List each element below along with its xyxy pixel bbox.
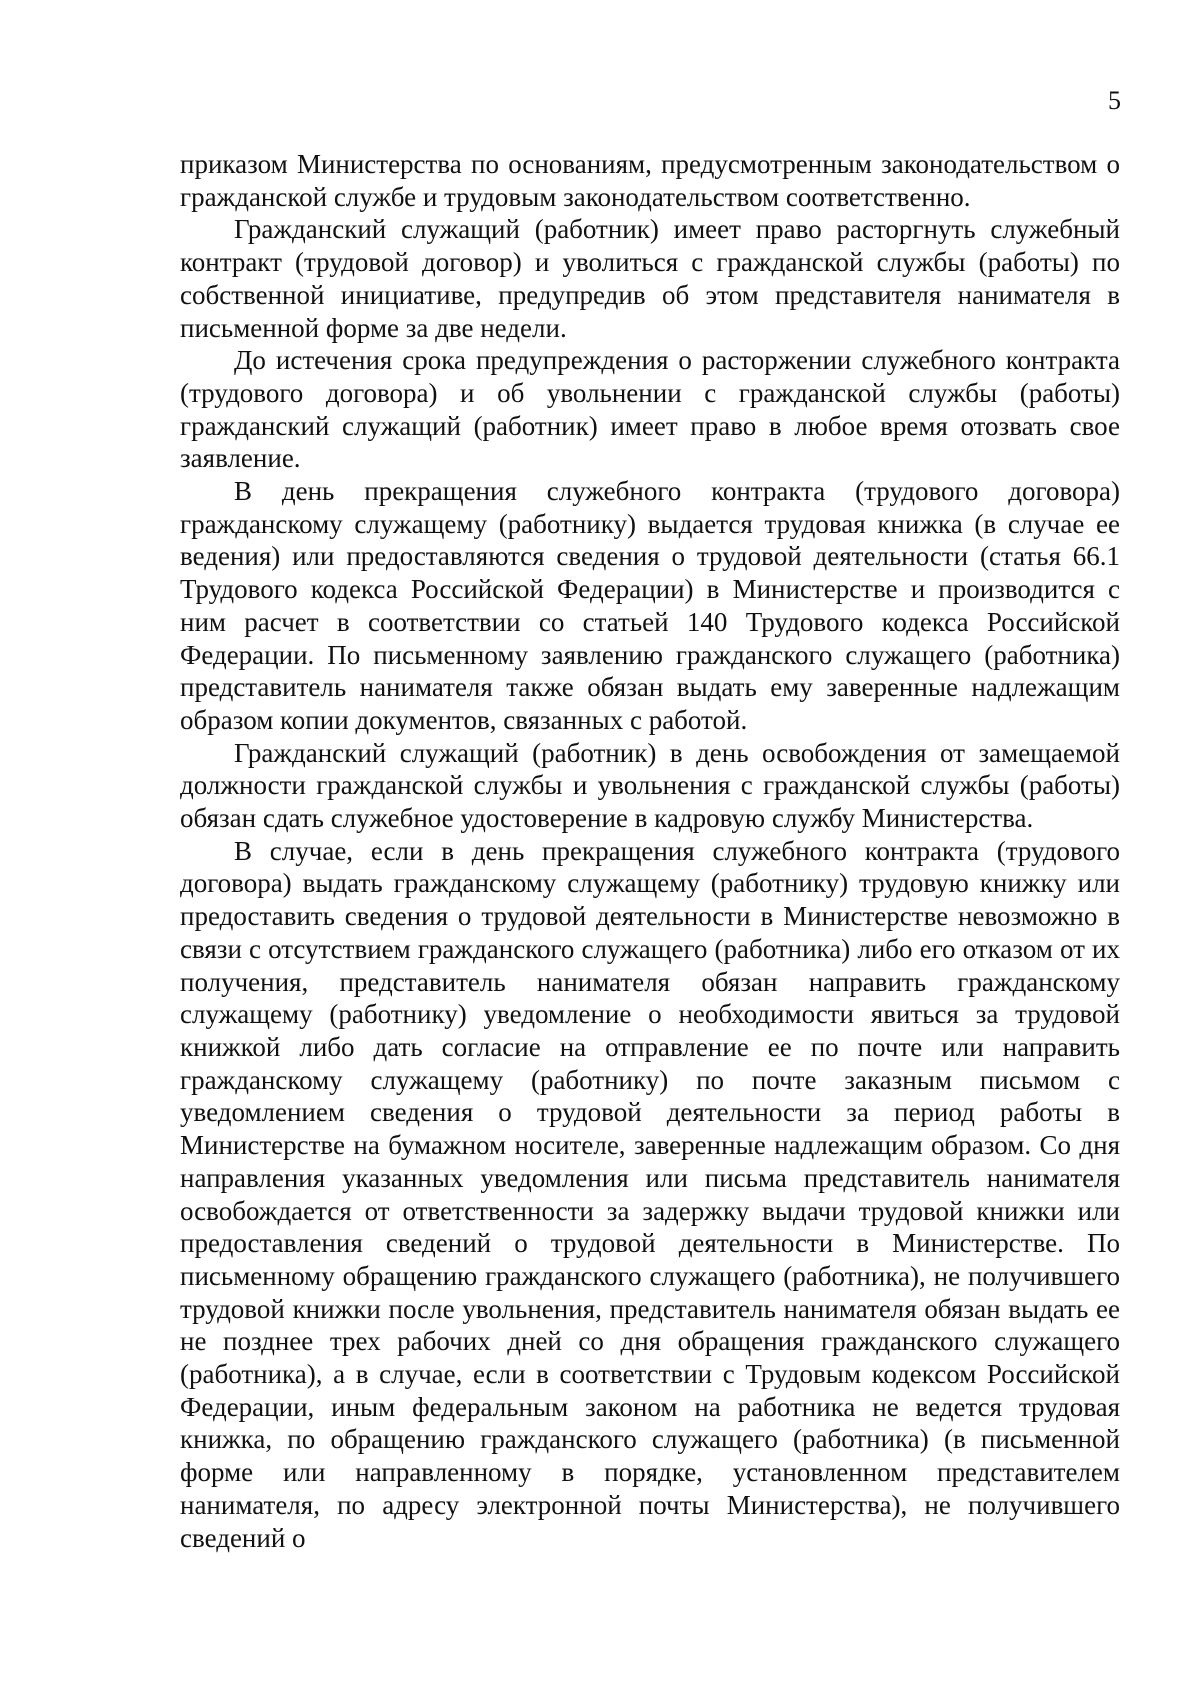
document-body xyxy=(180,148,1120,1554)
paragraph-resignation-right: Гражданский служащий (работник) имеет право расторгнуть служебный контракт (трудовой договор) и уволиться с гражданской службы (работы) по собственной инициативе, предупредив об этом представителя нанимателя в письменной форме за две недели. xyxy=(180,214,1120,343)
paragraph-termination-day: В день прекращения служебного контракта (трудового договора) гражданскому служащему (работнику) выдается трудовая книжка (в случае ее ведения) или предоставляются сведения о трудовой деятельности (статья 66.1 Трудового кодекса Российской Федерации) в Министерстве и производится с ним расчет в соответствии со статьей 140 Трудового кодекса Российской Федерации. По письменному заявлению гражданского служащего (работника) представитель нанимателя также обязан выдать ему заверенные надлежащим образом копии документов, связанных с работой. xyxy=(180,476,1120,735)
paragraph-id-card-return: Гражданский служащий (работник) в день освобождения от замещаемой должности гражданской службы и увольнения с гражданской службы (работы) обязан сдать служебное удостоверение в кадровую службу Министерства. xyxy=(180,737,1120,834)
paragraph-withdraw-application: До истечения срока предупреждения о расторжении служебного контракта (трудового договора) и об увольнении с гражданской службы (работы) гражданский служащий (работник) имеет право в любое время отозвать свое заявление. xyxy=(180,345,1120,474)
paragraph-absence-case: В случае, если в день прекращения служебного контракта (трудового договора) выдать гражданскому служащему (работнику) трудовую книжку или предоставить сведения о трудовой деятельности в Министерстве невозможно в связи с отсутствием гражданского служащего (работника) либо его отказом от их получения, представитель нанимателя обязан направить гражданскому служащему (работнику) уведомление о необходимости явиться за трудовой книжкой либо дать согласие на отправление ее по почте или направить гражданскому служащему (работнику) по почте заказным письмом с уведомлением сведения о трудовой деятельности за период работы в Министерстве на бумажном носителе, заверенные надлежащим образом. Со дня направления указанных уведомления или письма представитель нанимателя освобождается от ответственности за задержку выдачи трудовой книжки или предоставления сведений о трудовой деятельности в Министерстве. По письменному обращению гражданского служащего (работника), не получившего трудовой книжки после увольнения, представитель нанимателя обязан выдать ее не позднее трех рабочих дней со дня обращения гражданского служащего (работника), а в случае, если в соответствии с Трудовым кодексом Российской Федерации, иным федеральным законом на работника не ведется трудовая книжка, по обращению гражданского служащего (работника) (в письменной форме или направленному в порядке, установленном представителем нанимателя, по адресу электронной почты Министерства), не получившего сведений о xyxy=(180,835,1120,1553)
paragraph-continuation: приказом Министерства по основаниям, предусмотренным законодательством о гражданской службе и трудовым законодательством соответственно. xyxy=(180,149,1120,212)
page-number: 5 xyxy=(1108,86,1121,115)
